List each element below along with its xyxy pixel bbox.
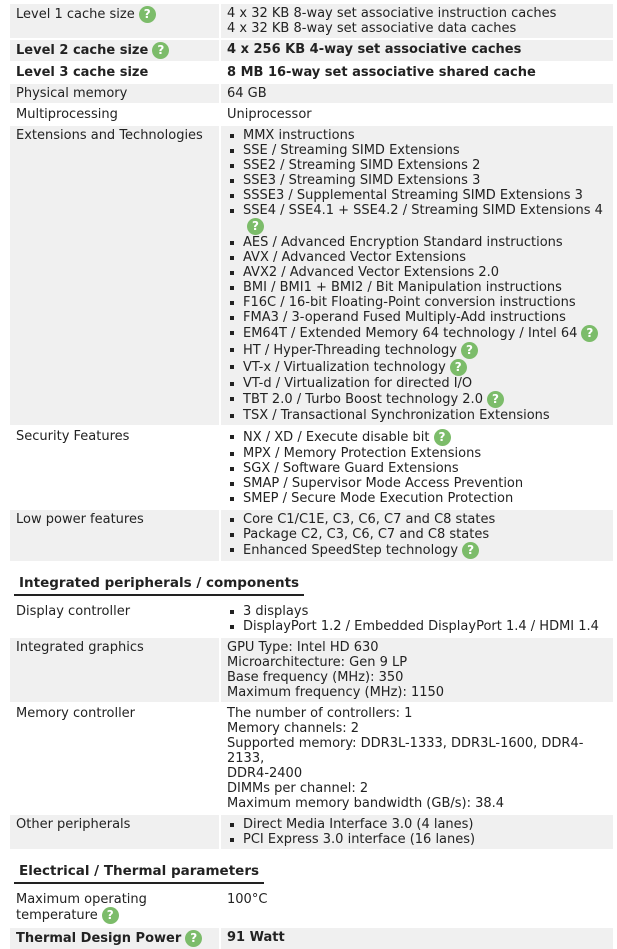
list-item: [227, 446, 608, 461]
memory-controller-label: Memory controller: [16, 706, 136, 721]
row-memory-controller: [10, 702, 613, 813]
memctrl-line: Memory channels: 2: [227, 721, 359, 736]
row-security: [10, 425, 613, 508]
label-cell: [10, 40, 219, 61]
list-item: [227, 325, 608, 342]
memctrl-line: DDR4-2400: [227, 766, 303, 781]
thermal-heading: Electrical / Thermal parameters: [14, 861, 264, 884]
list-item-text: VT-x / Virtualization technology: [243, 360, 446, 375]
graphics-line: GPU Type: Intel HD 630: [227, 640, 379, 655]
list-item-text: BMI / BMI1 + BMI2 / Bit Manipulation instructions: [243, 280, 562, 295]
list-item: [227, 235, 608, 250]
help-icon[interactable]: ?: [487, 391, 504, 408]
list-item-text: SMAP / Supervisor Mode Access Prevention: [243, 476, 524, 491]
help-icon[interactable]: ?: [450, 359, 467, 376]
list-item: [227, 250, 608, 265]
row-integrated-graphics: [10, 636, 613, 702]
memctrl-line: Maximum memory bandwidth (GB/s): 38.4: [227, 796, 505, 811]
other-peripherals-label: Other peripherals: [10, 815, 219, 849]
list-item: [227, 128, 608, 143]
list-item: [227, 295, 608, 310]
row-extensions: [10, 124, 613, 425]
row-l1-cache: [10, 0, 613, 38]
list-item: [227, 512, 608, 527]
extensions-list: [227, 128, 608, 423]
section-wrapper: [0, 849, 617, 888]
l1-line: 4 x 32 KB 8-way set associative instruction caches: [227, 6, 557, 21]
l2-cache-label: Level 2 cache size: [16, 43, 149, 58]
list-item-text: VT-d / Virtualization for directed I/O: [243, 376, 473, 391]
list-item: [227, 188, 608, 203]
value-cell: [221, 4, 613, 38]
list-item: [227, 280, 608, 295]
display-controller-label: Display controller: [16, 604, 131, 619]
list-item-text: TBT 2.0 / Turbo Boost technology 2.0: [243, 392, 483, 407]
help-icon[interactable]: ?: [461, 342, 478, 359]
label-cell: [10, 4, 219, 38]
list-item-text: AVX / Advanced Vector Extensions: [243, 250, 466, 265]
physical-memory-value: 64 GB: [221, 84, 613, 103]
list-item: [227, 143, 608, 158]
row-other-peripherals: [10, 813, 613, 849]
max-temperature-value: 100°C: [227, 892, 268, 907]
l1-cache-label: Level 1 cache size: [16, 7, 135, 22]
other-list: [227, 817, 608, 847]
list-item: [227, 310, 608, 325]
integrated-graphics-label: Integrated graphics: [10, 638, 219, 702]
list-item-text: Core C1/C1E, C3, C6, C7 and C8 states: [243, 512, 496, 527]
list-item: [227, 491, 608, 506]
help-icon[interactable]: ?: [152, 42, 169, 59]
label-cell: [10, 928, 219, 949]
list-item: [227, 604, 608, 619]
security-list: [227, 429, 608, 506]
row-l3-cache: [10, 61, 613, 82]
list-item: [227, 408, 608, 423]
list-item-text: TSX / Transactional Synchronization Extensions: [243, 408, 550, 423]
list-item: [227, 158, 608, 173]
list-item-text: Enhanced SpeedStep technology: [243, 543, 459, 558]
l3-cache-label: Level 3 cache size: [16, 65, 149, 80]
value-cell: [221, 704, 613, 813]
graphics-line: Base frequency (MHz): 350: [227, 670, 404, 685]
list-item-text: NX / XD / Execute disable bit: [243, 430, 430, 445]
memctrl-line: Supported memory: DDR3L-1333, DDR3L-1600, DDR4-2133,: [227, 736, 584, 766]
multiprocessing-label: Multiprocessing: [16, 107, 118, 122]
label-cell: [10, 890, 219, 926]
low-power-label: Low power features: [10, 510, 219, 561]
value-cell: [221, 427, 613, 508]
help-icon[interactable]: ?: [462, 542, 479, 559]
value-cell: [221, 638, 613, 702]
list-item-text: 3 displays: [243, 604, 309, 619]
list-item-text: MPX / Memory Protection Extensions: [243, 446, 482, 461]
list-item: [227, 342, 608, 359]
help-icon[interactable]: ?: [185, 930, 202, 947]
l3-cache-value: 8 MB 16-way set associative shared cache: [227, 65, 536, 80]
list-item-text: AES / Advanced Encryption Standard instructions: [243, 235, 563, 250]
list-item-text: EM64T / Extended Memory 64 technology / Intel 64: [243, 326, 578, 341]
physical-memory-label: Physical memory: [10, 84, 219, 103]
list-item-text: DisplayPort 1.2 / Embedded DisplayPort 1.4 / HDMI 1.4: [243, 619, 599, 634]
graphics-line: Microarchitecture: Gen 9 LP: [227, 655, 408, 670]
value-cell: [221, 126, 613, 425]
list-item: [227, 817, 608, 832]
list-item-text: FMA3 / 3-operand Fused Multiply-Add instructions: [243, 310, 566, 325]
list-item: [227, 203, 608, 235]
help-icon[interactable]: ?: [581, 325, 598, 342]
value-cell: [221, 815, 613, 849]
security-label: Security Features: [16, 429, 130, 444]
list-item-text: PCI Express 3.0 interface (16 lanes): [243, 832, 476, 847]
help-icon[interactable]: ?: [434, 429, 451, 446]
help-icon[interactable]: ?: [102, 907, 119, 924]
list-item-text: HT / Hyper-Threading technology: [243, 343, 457, 358]
row-multiprocessing: [10, 103, 613, 124]
memctrl-line: DIMMs per channel: 2: [227, 781, 369, 796]
list-item: [227, 265, 608, 280]
list-item: [227, 429, 608, 446]
list-item: [227, 619, 608, 634]
row-l2-cache: [10, 38, 613, 61]
list-item-text: SSE / Streaming SIMD Extensions: [243, 143, 460, 158]
list-item-text: F16C / 16-bit Floating-Point conversion instructions: [243, 295, 576, 310]
tdp-value: 91 Watt: [221, 928, 613, 949]
list-item-text: SGX / Software Guard Extensions: [243, 461, 459, 476]
memctrl-line: The number of controllers: 1: [227, 706, 413, 721]
help-icon[interactable]: ?: [247, 218, 264, 235]
display-list: [227, 604, 608, 634]
list-item: [227, 542, 608, 559]
list-item-text: SSSE3 / Supplemental Streaming SIMD Extensions 3: [243, 188, 583, 203]
list-item: [227, 173, 608, 188]
list-item-text: SSE3 / Streaming SIMD Extensions 3: [243, 173, 481, 188]
l2-cache-value: 4 x 256 KB 4-way set associative caches: [221, 40, 613, 61]
list-item-text: SMEP / Secure Mode Execution Protection: [243, 491, 514, 506]
row-low-power: [10, 508, 613, 561]
list-item: [227, 376, 608, 391]
row-max-temperature: [10, 888, 613, 926]
value-cell: [221, 602, 613, 636]
graphics-line: Maximum frequency (MHz): 1150: [227, 685, 445, 700]
low-power-list: [227, 512, 608, 559]
value-cell: [221, 510, 613, 561]
row-display-controller: [10, 600, 613, 636]
multiprocessing-value: Uniprocessor: [227, 107, 312, 122]
list-item-text: AVX2 / Advanced Vector Extensions 2.0: [243, 265, 500, 280]
list-item: [227, 476, 608, 491]
extensions-label: Extensions and Technologies: [10, 126, 219, 425]
list-item: [227, 359, 608, 376]
list-item: [227, 461, 608, 476]
list-item: [227, 527, 608, 542]
l1-line: 4 x 32 KB 8-way set associative data caches: [227, 21, 517, 36]
row-physical-memory: [10, 82, 613, 103]
peripherals-heading: Integrated peripherals / components: [14, 573, 304, 596]
list-item-text: MMX instructions: [243, 128, 355, 143]
list-item: [227, 832, 608, 847]
help-icon[interactable]: ?: [139, 6, 156, 23]
max-temperature-label: Maximum operating temperature: [16, 892, 147, 923]
list-item-text: SSE4 / SSE4.1 + SSE4.2 / Streaming SIMD Extensions 4: [243, 203, 603, 218]
list-item: [227, 391, 608, 408]
row-tdp: [10, 926, 613, 949]
list-item-text: SSE2 / Streaming SIMD Extensions 2: [243, 158, 481, 173]
list-item-text: Package C2, C3, C6, C7 and C8 states: [243, 527, 490, 542]
tdp-label: Thermal Design Power: [16, 931, 182, 946]
section-wrapper: [0, 561, 617, 600]
list-item-text: Direct Media Interface 3.0 (4 lanes): [243, 817, 474, 832]
